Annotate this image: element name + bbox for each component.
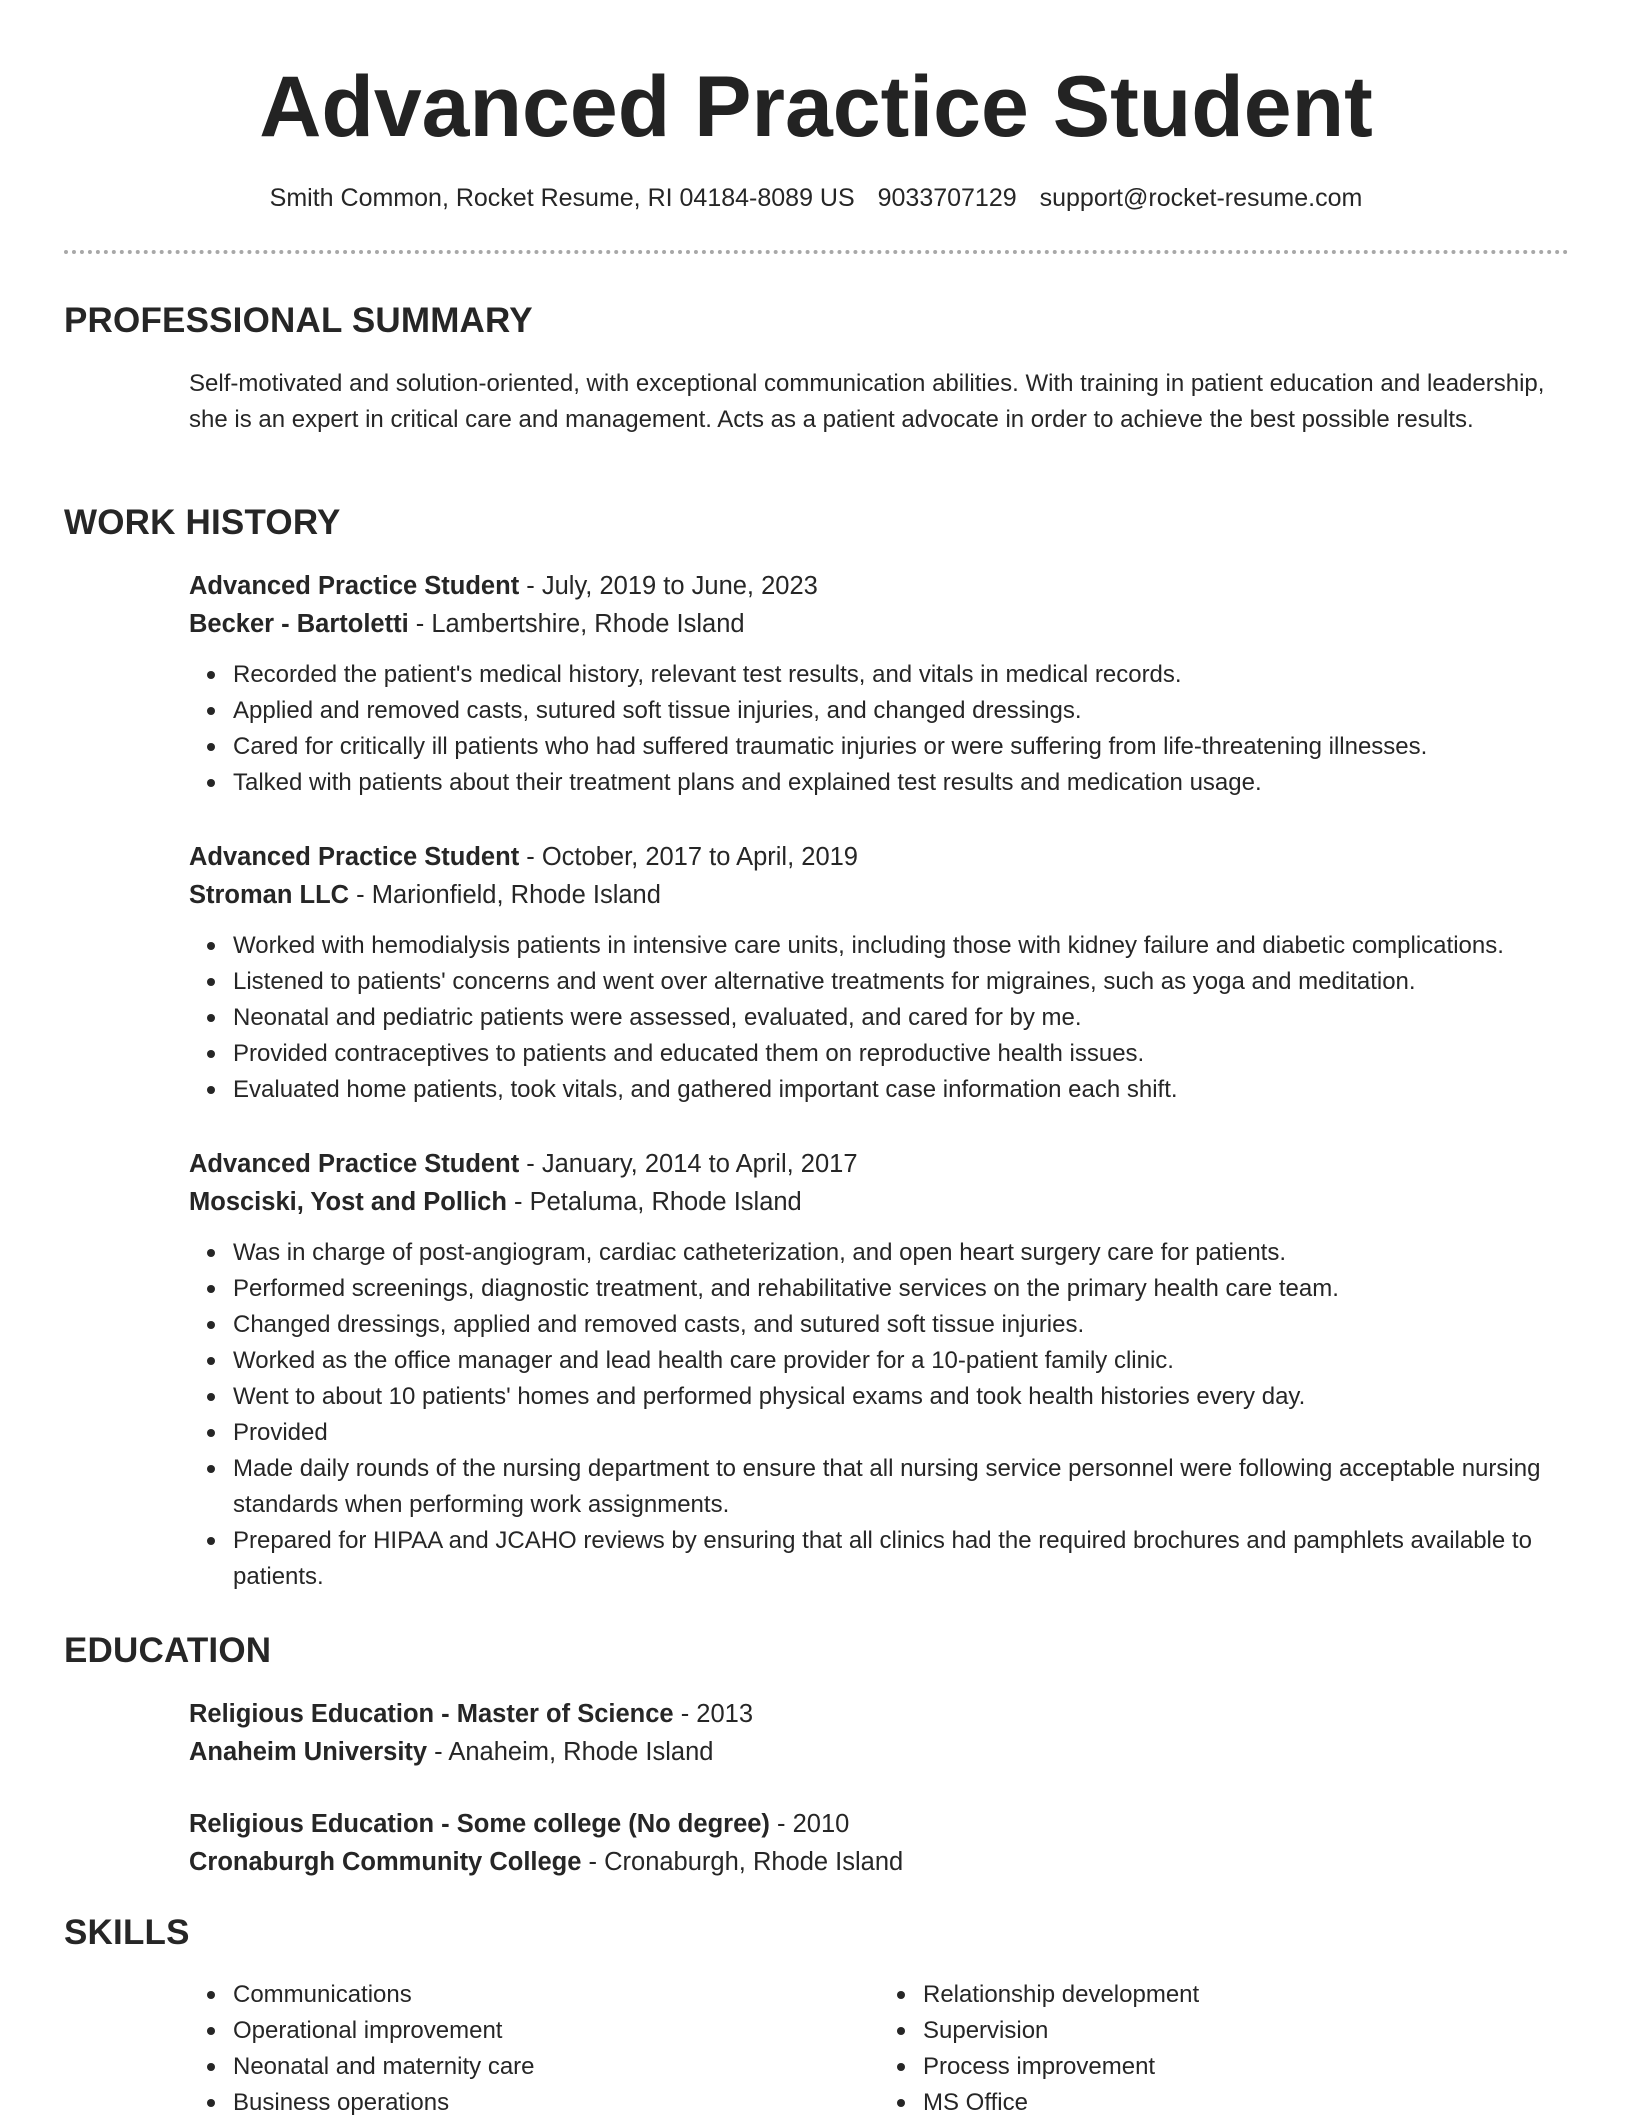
list-item: Evaluated home patients, took vitals, and gathered important case information each shift. — [233, 1072, 1569, 1108]
education-school: Anaheim University — [189, 1738, 428, 1766]
job-bullets — [189, 1235, 1569, 1595]
job-company: Stroman LLC — [189, 881, 350, 909]
education-heading: EDUCATION — [64, 1631, 272, 1670]
education-location: - Cronaburgh, Rhode Island — [581, 1848, 904, 1876]
list-item: Relationship development — [923, 1977, 1569, 2013]
education-entry — [189, 1805, 1569, 1881]
education-degree: Religious Education - Master of Science — [189, 1700, 674, 1728]
list-item: Changed dressings, applied and removed casts, and sutured soft tissue injuries. — [233, 1307, 1569, 1343]
list-item: Neonatal and pediatric patients were assessed, evaluated, and cared for by me. — [233, 1000, 1569, 1036]
education-degree: Religious Education - Some college (No degree) — [189, 1810, 770, 1838]
contact-email: support@rocket-resume.com — [1039, 184, 1363, 212]
list-item: Worked with hemodialysis patients in intensive care units, including those with kidney failure and diabetic complications. — [233, 928, 1569, 964]
list-item: MS Office — [923, 2085, 1569, 2121]
summary-text: Self-motivated and solution-oriented, with exceptional communication abilities. With training in patient education and leadership, she is an expert in critical care and management. Acts as a patient advocate in order to achieve the best possible results. — [189, 370, 1545, 433]
job-bullets — [189, 657, 1569, 801]
list-item: Neonatal and maternity care — [233, 2049, 879, 2085]
list-item: Worked as the office manager and lead health care provider for a 10-patient family clinic. — [233, 1343, 1569, 1379]
job-role: Advanced Practice Student — [189, 1150, 520, 1178]
education-school-line — [189, 1733, 1569, 1771]
job-entry — [189, 838, 1569, 1108]
list-item: Communications — [233, 1977, 879, 2013]
list-item: Went to about 10 patients' homes and performed physical exams and took health histories every day. — [233, 1379, 1569, 1415]
education-degree-line — [189, 1805, 1569, 1843]
job-location: - Marionfield, Rhode Island — [349, 881, 661, 909]
list-item: Listened to patients' concerns and went over alternative treatments for migraines, such as yoga and meditation. — [233, 964, 1569, 1000]
job-entry — [189, 1145, 1569, 1595]
summary-section — [189, 366, 1569, 438]
job-company: Mosciski, Yost and Pollich — [189, 1188, 507, 1216]
list-item: Provided — [233, 1415, 1569, 1451]
education-degree-line — [189, 1695, 1569, 1733]
job-role: Advanced Practice Student — [189, 572, 520, 600]
skills-columns — [189, 1977, 1569, 2121]
list-item: Recorded the patient's medical history, relevant test results, and vitals in medical records. — [233, 657, 1569, 693]
list-item: Was in charge of post-angiogram, cardiac catheterization, and open heart surgery care for patients. — [233, 1235, 1569, 1271]
contact-line — [0, 180, 1632, 216]
list-item: Process improvement — [923, 2049, 1569, 2085]
job-location: - Lambertshire, Rhode Island — [408, 610, 745, 638]
list-item: Cared for critically ill patients who had suffered traumatic injuries or were suffering from life-threatening illnesses. — [233, 729, 1569, 765]
summary-heading: PROFESSIONAL SUMMARY — [64, 301, 533, 340]
job-company: Becker - Bartoletti — [189, 610, 409, 638]
list-item: Prepared for HIPAA and JCAHO reviews by ensuring that all clinics had the required brochures and pamphlets available to patients. — [233, 1523, 1569, 1595]
list-item: Supervision — [923, 2013, 1569, 2049]
education-location: - Anaheim, Rhode Island — [427, 1738, 714, 1766]
job-company-line — [189, 876, 1569, 914]
job-role: Advanced Practice Student — [189, 843, 520, 871]
education-year: - 2013 — [673, 1700, 753, 1728]
job-title-line — [189, 567, 1569, 605]
list-item: Applied and removed casts, sutured soft tissue injuries, and changed dressings. — [233, 693, 1569, 729]
work-history-heading: WORK HISTORY — [64, 503, 341, 542]
skills-section — [189, 1977, 1569, 2121]
education-entry — [189, 1695, 1569, 1771]
list-item: Made daily rounds of the nursing department to ensure that all nursing service personnel were following acceptable nursing standards when performing work assignments. — [233, 1451, 1569, 1523]
skills-list-left — [189, 1977, 879, 2121]
job-bullets — [189, 928, 1569, 1108]
education-school: Cronaburgh Community College — [189, 1848, 582, 1876]
job-title-line — [189, 838, 1569, 876]
list-item: Talked with patients about their treatment plans and explained test results and medication usage. — [233, 765, 1569, 801]
list-item: Performed screenings, diagnostic treatment, and rehabilitative services on the primary health care team. — [233, 1271, 1569, 1307]
job-entry — [189, 567, 1569, 801]
candidate-name: Advanced Practice Student — [259, 59, 1373, 155]
job-dates: - October, 2017 to April, 2019 — [519, 843, 858, 871]
header-divider — [64, 250, 1569, 254]
job-company-line — [189, 1183, 1569, 1221]
job-title-line — [189, 1145, 1569, 1183]
contact-address: Smith Common, Rocket Resume, RI 04184-8089 US — [269, 184, 855, 212]
list-item: Business operations — [233, 2085, 879, 2121]
skills-heading: SKILLS — [64, 1913, 190, 1952]
list-item: Provided contraceptives to patients and educated them on reproductive health issues. — [233, 1036, 1569, 1072]
job-dates: - January, 2014 to April, 2017 — [519, 1150, 858, 1178]
skills-list-right — [879, 1977, 1569, 2121]
contact-phone: 9033707129 — [877, 184, 1017, 212]
job-dates: - July, 2019 to June, 2023 — [519, 572, 818, 600]
job-location: - Petaluma, Rhode Island — [506, 1188, 802, 1216]
job-company-line — [189, 605, 1569, 643]
education-year: - 2010 — [769, 1810, 850, 1838]
education-school-line — [189, 1843, 1569, 1881]
list-item: Operational improvement — [233, 2013, 879, 2049]
